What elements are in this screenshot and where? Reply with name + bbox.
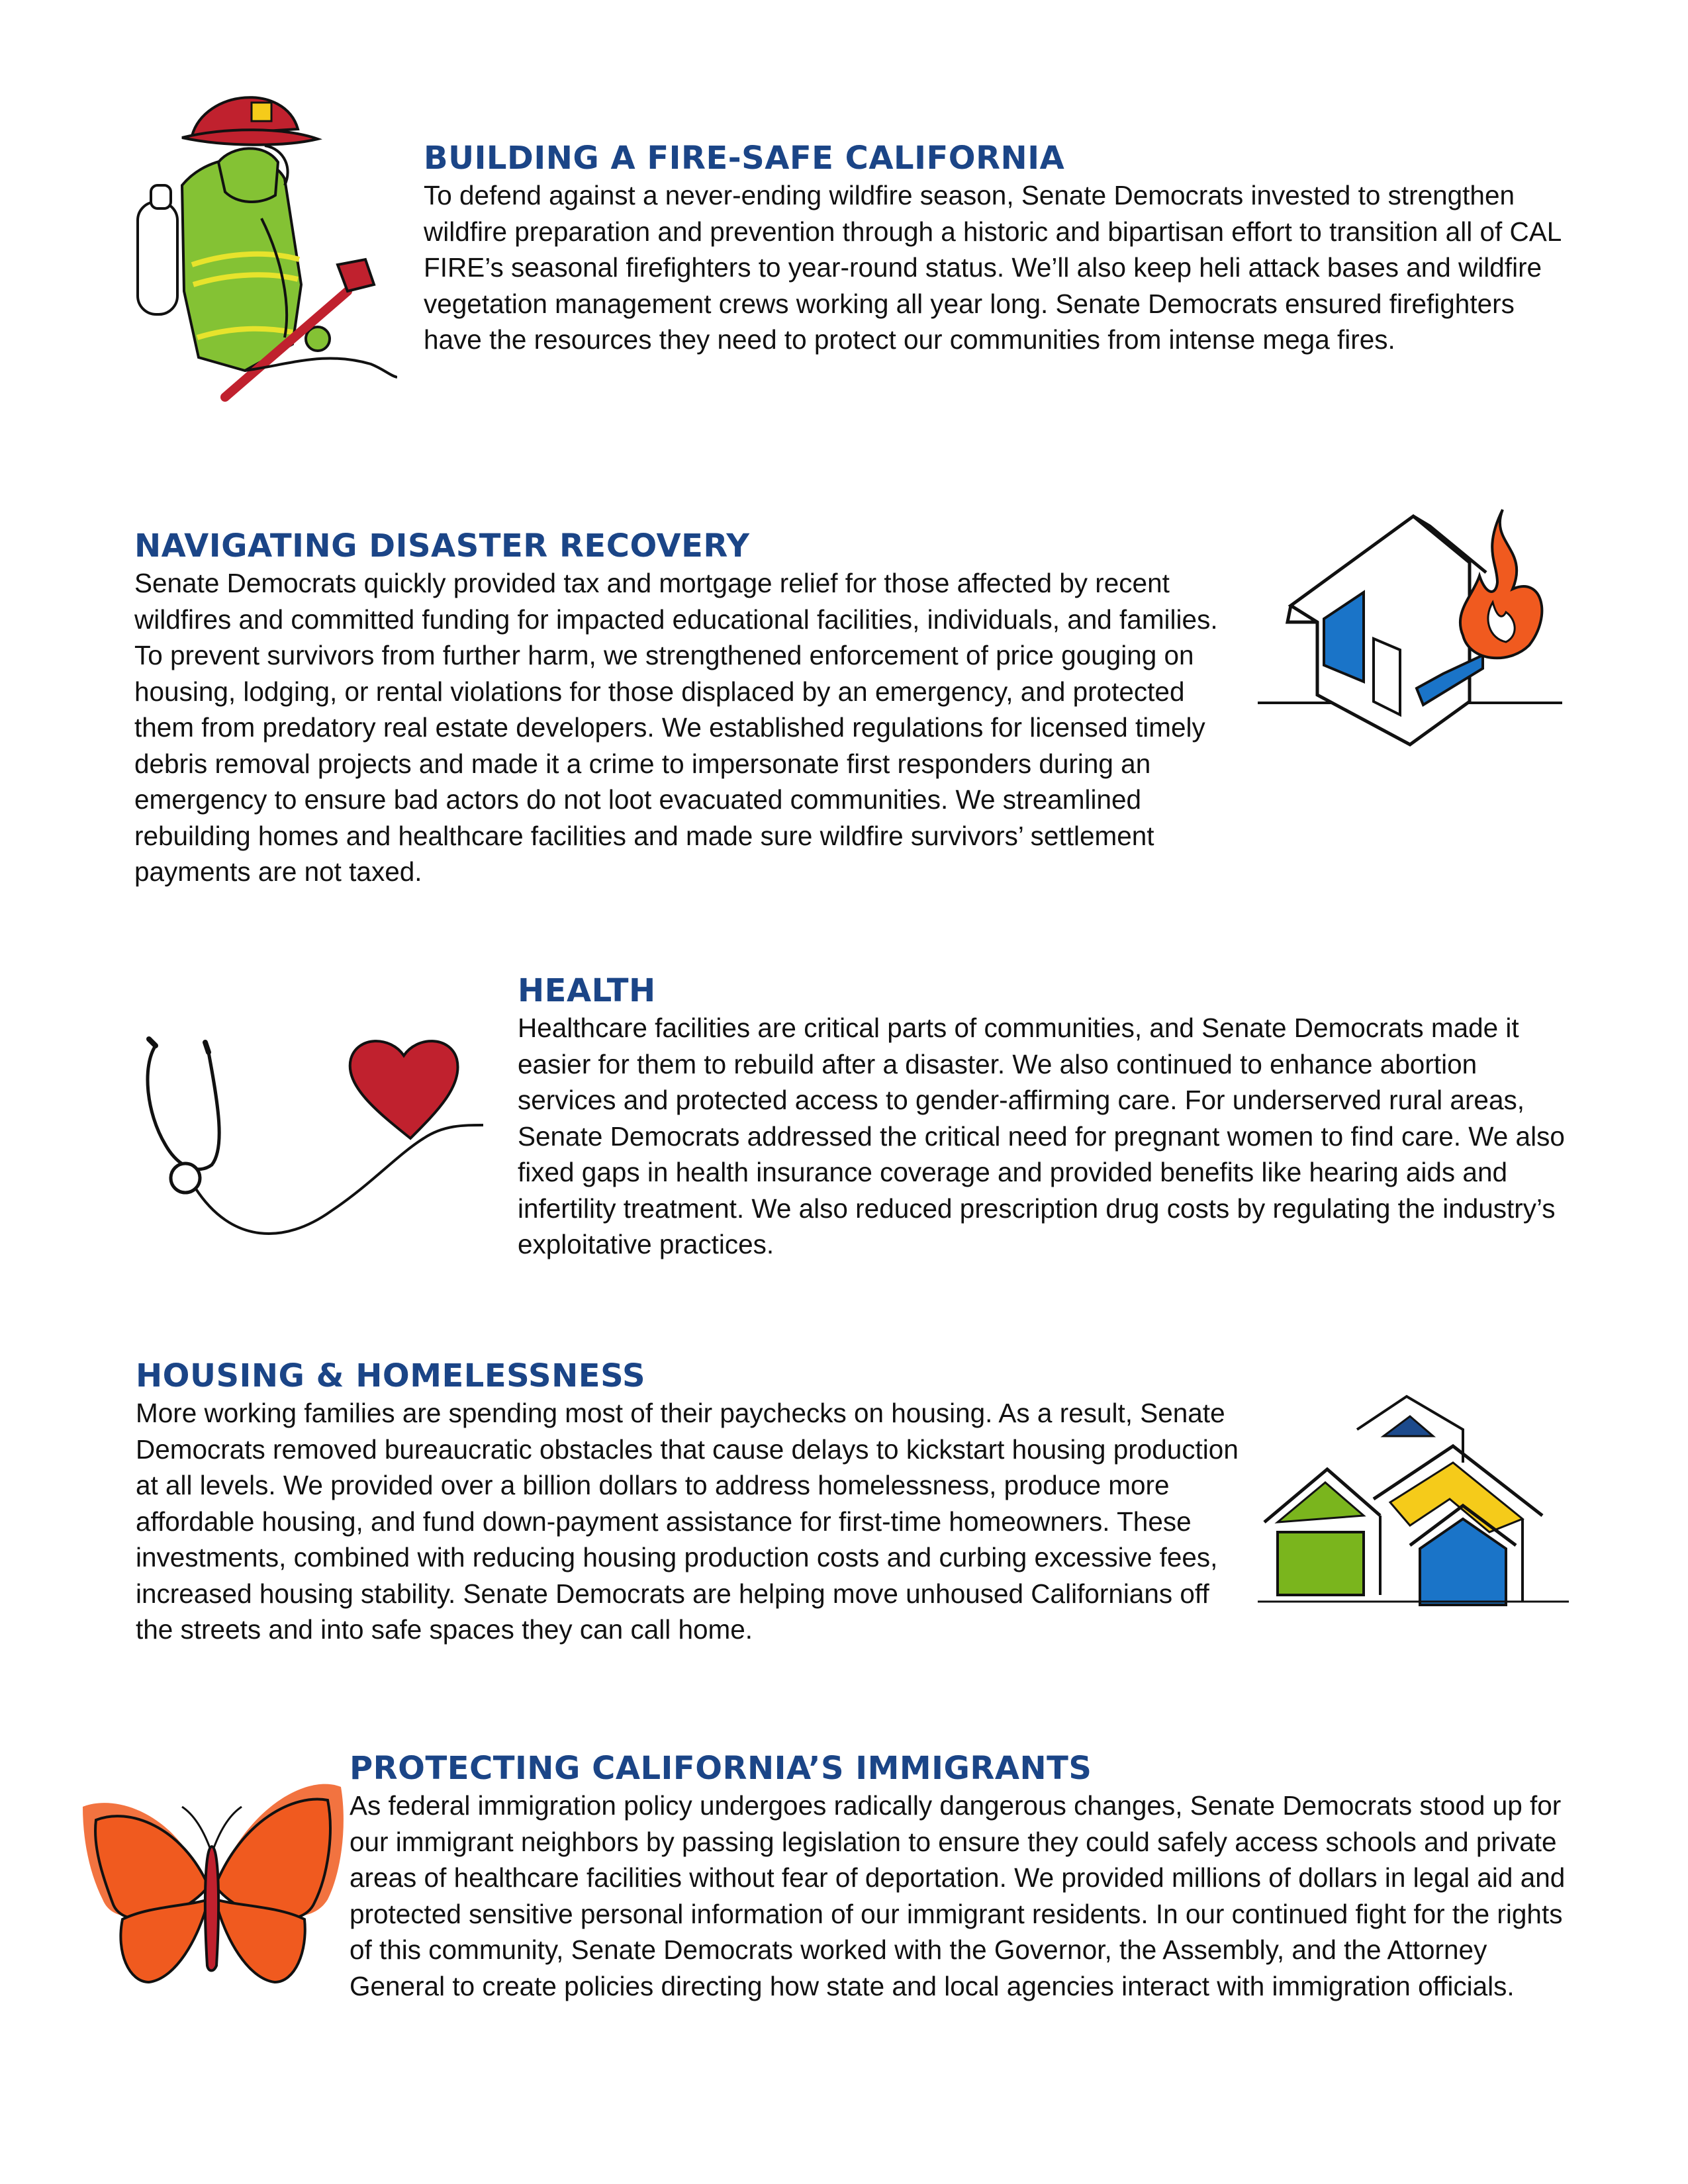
- section-heading: HOUSING & HOMELESSNESS: [136, 1357, 646, 1394]
- section-housing: [136, 1357, 1251, 1648]
- butterfly-illustration: [76, 1767, 354, 2019]
- section-disaster-recovery: [134, 527, 1250, 890]
- section-immigrants: [350, 1749, 1577, 2004]
- section-heading: BUILDING A FIRE-SAFE CALIFORNIA: [424, 140, 1065, 177]
- section-body: Senate Democrats quickly provided tax and mortgage relief for those affected by recent wildfires and committed funding for impacted educational facilities, individuals, and families. To prevent survivors from further harm, we strengthened enforcement of price gouging on housing, lodging, or rental violations for those displaced by an emergency, and protected them from predatory real estate developers. We established regulations for licensed timely debris removal projects and made it a crime to impersonate first responders during an emergency to ensure bad actors do not loot evacuated communities. We streamlined rebuilding homes and healthcare facilities and made sure wildfire survivors’ settlement payments are not taxed.: [134, 568, 1218, 887]
- section-body: Healthcare facilities are critical parts of communities, and Senate Democrats made it easier for them to rebuild after a disaster. We also continued to enhance abortion services and protected access to gender-affirming care. For underserved rural areas, Senate Democrats addressed the critical need for pregnant women to find care. We also fixed gaps in health insurance coverage and provided benefits like hearing aids and infertility treatment. We also reduced prescription drug costs by regulating the industry’s exploitative practices.: [518, 1013, 1565, 1259]
- burning-house-illustration: [1251, 503, 1569, 761]
- stethoscope-heart-illustration: [132, 1026, 490, 1238]
- section-heading: PROTECTING CALIFORNIA’S IMMIGRANTS: [350, 1750, 1092, 1787]
- section-fire-safe: [424, 139, 1562, 358]
- firefighter-illustration: [119, 86, 397, 410]
- section-heading: HEALTH: [518, 972, 656, 1009]
- section-body: To defend against a never-ending wildfire season, Senate Democrats invested to strengthen wildfire preparation and prevention through a historic and bipartisan effort to transition all of CAL FIRE’s seasonal firefighters to year-round status. We’ll also keep heli attack bases and wildfire vegetation management crews working all year long. Senate Democrats ensured firefighters have the resources they need to protect our communities from intense mega fires.: [424, 180, 1561, 355]
- section-health: [518, 972, 1570, 1263]
- houses-illustration: [1251, 1383, 1575, 1615]
- section-heading: NAVIGATING DISASTER RECOVERY: [134, 527, 750, 565]
- section-body: More working families are spending most of their paychecks on housing. As a result, Senate Democrats removed bureaucratic obstacles that cause delays to kickstart housing production at all levels. We provided over a billion dollars to address homelessness, produce more affordable housing, and fund down-payment assistance for first-time homeowners. These investments, combined with reducing housing production costs and curbing excessive fees, increased housing stability. Senate Democrats are helping move unhoused Californians off the streets and into safe spaces they can call home.: [136, 1398, 1239, 1645]
- section-body: As federal immigration policy undergoes radically dangerous changes, Senate Democrats stood up for our immigrant neighbors by passing legislation to ensure they could safely access schools and private areas of healthcare facilities without fear of deportation. We provided millions of dollars in legal aid and protected sensitive personal information of our immigrant residents. In our continued fight for the rights of this community, Senate Democrats worked with the Governor, the Assembly, and the Attorney General to create policies directing how state and local agencies interact with immigration officials.: [350, 1790, 1566, 2001]
